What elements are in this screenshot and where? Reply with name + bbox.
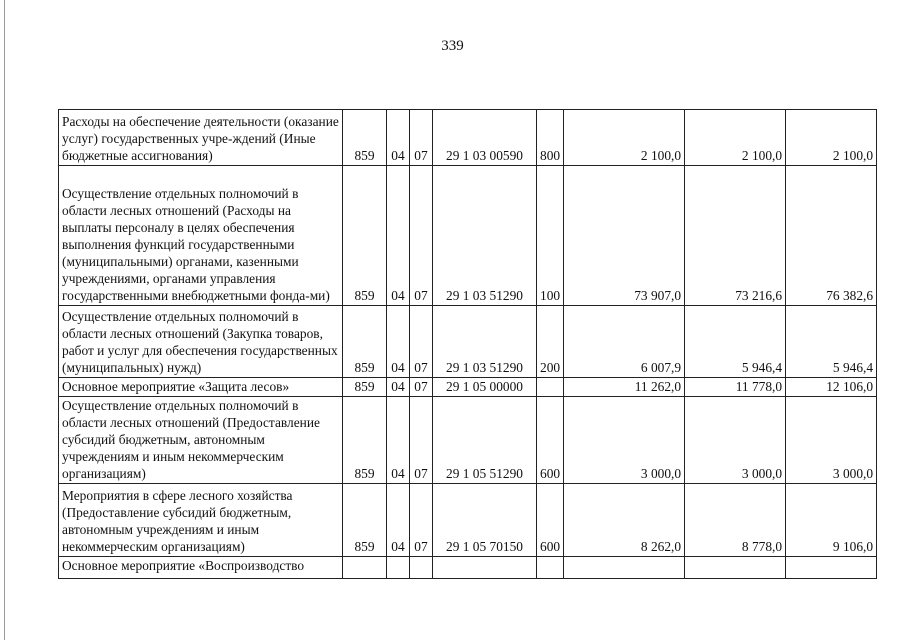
amount-year1-cell: 6 007,9 bbox=[564, 306, 685, 378]
table-row bbox=[59, 378, 877, 397]
budget-table bbox=[58, 109, 877, 579]
page-edge-rule bbox=[4, 0, 5, 640]
section-code-cell bbox=[387, 557, 410, 579]
section-code-cell: 04 bbox=[387, 484, 410, 557]
ministry-code-cell: 859 bbox=[343, 378, 387, 397]
target-article-cell: 29 1 05 70150 bbox=[433, 484, 537, 557]
amount-year2-cell: 8 778,0 bbox=[685, 484, 786, 557]
amount-year2-cell: 3 000,0 bbox=[685, 397, 786, 484]
amount-year3-cell: 2 100,0 bbox=[786, 110, 877, 166]
amount-year2-cell: 5 946,4 bbox=[685, 306, 786, 378]
section-code-cell: 04 bbox=[387, 110, 410, 166]
amount-year1-cell: 8 262,0 bbox=[564, 484, 685, 557]
row-name-cell: Мероприятия в сфере лесного хозяйства (Предоставление субсидий бюджетным, автономным учреждениям и иным некоммерческим организациям) bbox=[59, 484, 343, 557]
target-article-cell bbox=[433, 557, 537, 579]
row-name-cell: Расходы на обеспечение деятельности (оказание услуг) государственных учре-ждений (Иные бюджетные ассигнования) bbox=[59, 110, 343, 166]
target-article-cell: 29 1 03 51290 bbox=[433, 166, 537, 306]
subsection-code-cell: 07 bbox=[410, 306, 433, 378]
table-row bbox=[59, 166, 877, 306]
target-article-cell: 29 1 03 51290 bbox=[433, 306, 537, 378]
expense-type-cell: 600 bbox=[537, 484, 564, 557]
subsection-code-cell bbox=[410, 557, 433, 579]
table-row bbox=[59, 306, 877, 378]
expense-type-cell bbox=[537, 378, 564, 397]
row-name-cell: Осуществление отдельных полномочий в области лесных отношений (Предоставление субсидий бюджетным, автономным учреждениям и иным некоммерческим организациям) bbox=[59, 397, 343, 484]
amount-year1-cell: 3 000,0 bbox=[564, 397, 685, 484]
amount-year1-cell bbox=[564, 557, 685, 579]
row-name-cell: Основное мероприятие «Воспроизводство bbox=[59, 557, 343, 579]
ministry-code-cell: 859 bbox=[343, 306, 387, 378]
section-code-cell: 04 bbox=[387, 378, 410, 397]
ministry-code-cell: 859 bbox=[343, 110, 387, 166]
table-row bbox=[59, 484, 877, 557]
expense-type-cell bbox=[537, 557, 564, 579]
amount-year3-cell: 5 946,4 bbox=[786, 306, 877, 378]
subsection-code-cell: 07 bbox=[410, 484, 433, 557]
target-article-cell: 29 1 05 51290 bbox=[433, 397, 537, 484]
ministry-code-cell: 859 bbox=[343, 484, 387, 557]
amount-year3-cell: 12 106,0 bbox=[786, 378, 877, 397]
ministry-code-cell: 859 bbox=[343, 397, 387, 484]
section-code-cell: 04 bbox=[387, 166, 410, 306]
subsection-code-cell: 07 bbox=[410, 166, 433, 306]
target-article-cell: 29 1 03 00590 bbox=[433, 110, 537, 166]
amount-year1-cell: 11 262,0 bbox=[564, 378, 685, 397]
subsection-code-cell: 07 bbox=[410, 110, 433, 166]
amount-year2-cell: 73 216,6 bbox=[685, 166, 786, 306]
amount-year3-cell: 9 106,0 bbox=[786, 484, 877, 557]
section-code-cell: 04 bbox=[387, 306, 410, 378]
row-name-cell: Основное мероприятие «Защита лесов» bbox=[59, 378, 343, 397]
amount-year2-cell: 2 100,0 bbox=[685, 110, 786, 166]
expense-type-cell: 200 bbox=[537, 306, 564, 378]
table-row bbox=[59, 110, 877, 166]
amount-year3-cell: 3 000,0 bbox=[786, 397, 877, 484]
table-row bbox=[59, 557, 877, 579]
table-row bbox=[59, 397, 877, 484]
ministry-code-cell: 859 bbox=[343, 166, 387, 306]
row-name-cell: Осуществление отдельных полномочий в области лесных отношений (Расходы на выплаты персоналу в целях обеспечения выполнения функций государственными (муниципальными) органами, казенными учреждениями, органами управления государственными внебюджетными фонда-ми) bbox=[59, 166, 343, 306]
subsection-code-cell: 07 bbox=[410, 378, 433, 397]
subsection-code-cell: 07 bbox=[410, 397, 433, 484]
ministry-code-cell bbox=[343, 557, 387, 579]
amount-year3-cell bbox=[786, 557, 877, 579]
amount-year2-cell bbox=[685, 557, 786, 579]
amount-year2-cell: 11 778,0 bbox=[685, 378, 786, 397]
expense-type-cell: 100 bbox=[537, 166, 564, 306]
section-code-cell: 04 bbox=[387, 397, 410, 484]
page-number: 339 bbox=[441, 38, 464, 54]
amount-year1-cell: 73 907,0 bbox=[564, 166, 685, 306]
row-name-cell: Осуществление отдельных полномочий в области лесных отношений (Закупка товаров, работ и услуг для обеспечения государственных (муниципальных) нужд) bbox=[59, 306, 343, 378]
expense-type-cell: 600 bbox=[537, 397, 564, 484]
expense-type-cell: 800 bbox=[537, 110, 564, 166]
amount-year3-cell: 76 382,6 bbox=[786, 166, 877, 306]
amount-year1-cell: 2 100,0 bbox=[564, 110, 685, 166]
target-article-cell: 29 1 05 00000 bbox=[433, 378, 537, 397]
